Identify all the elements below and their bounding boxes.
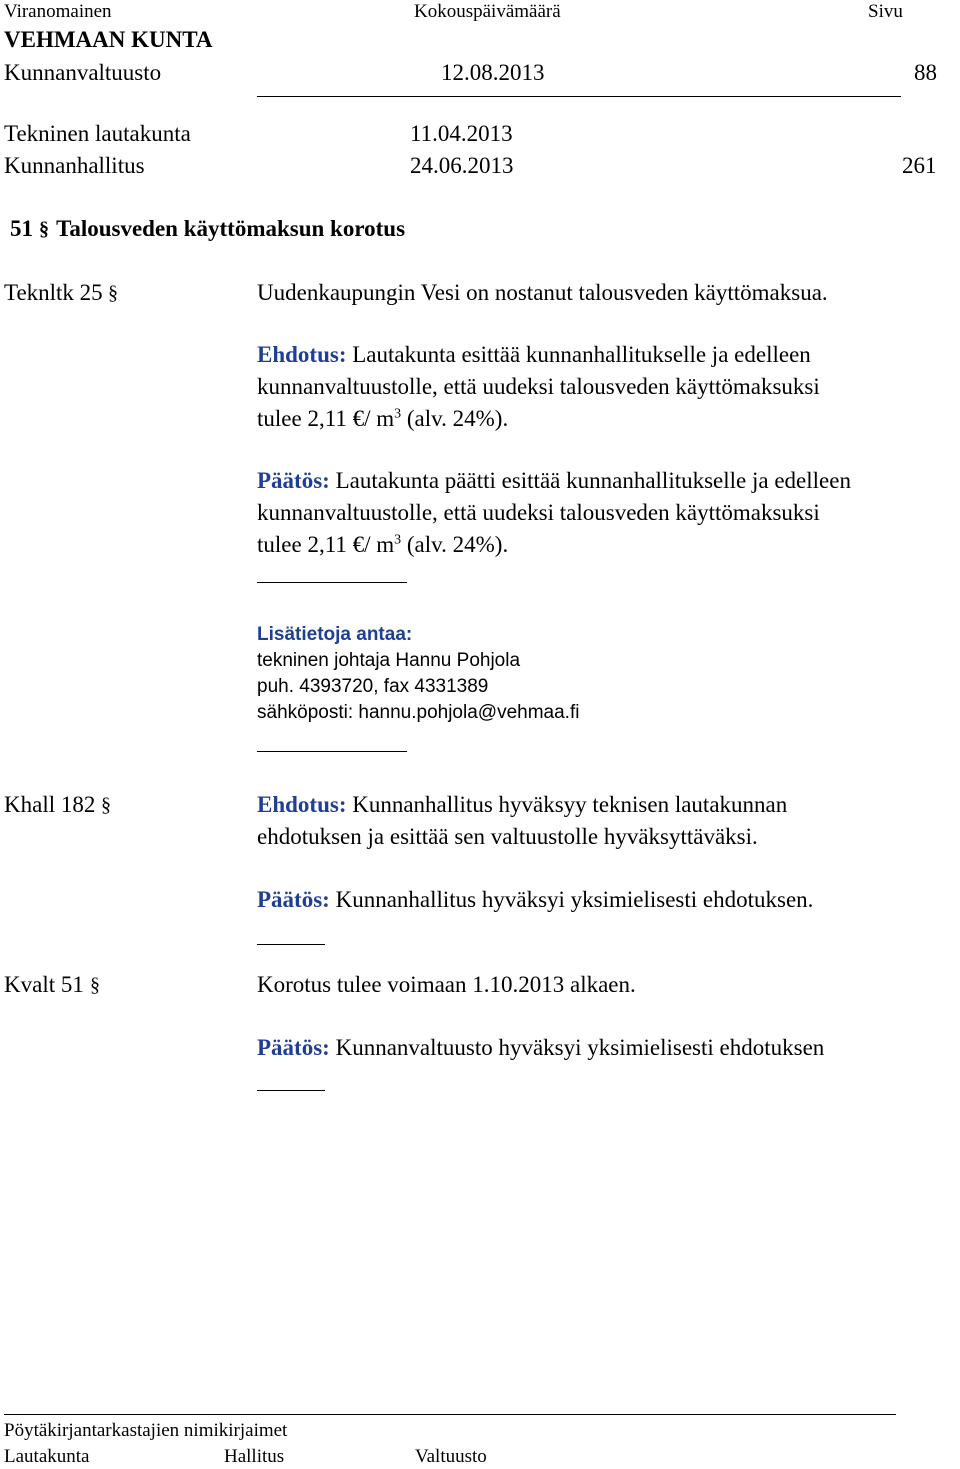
header-col3-label: Sivu (868, 1, 903, 22)
section-sign-icon (108, 280, 120, 305)
header-page-1: 88 (914, 60, 937, 85)
item-number: 51 (10, 216, 33, 241)
footer-col-valtuusto: Valtuusto (415, 1446, 487, 1467)
header-date-2: 11.04.2013 (410, 121, 513, 146)
decision-label: Päätös: (257, 468, 330, 493)
header-body-2: Tekninen lautakunta (4, 121, 191, 146)
header-date-3: 24.06.2013 (410, 153, 514, 178)
proposal-label: Ehdotus: (257, 792, 347, 817)
header-body-1: Kunnanvaltuusto (4, 60, 162, 85)
khall-proposal-line1: Ehdotus: Kunnanhallitus hyväksyy teknisen lautakunnan (257, 792, 788, 817)
header-col1-label: Viranomainen (4, 1, 112, 22)
tekn-proposal-line2: kunnanvaltuustolle, että uudeksi talousveden käyttömaksuksi (257, 374, 820, 399)
info-label: Lisätietoja antaa: (257, 624, 413, 645)
tekn-proposal-line3: tulee 2,11 €/ $m^3$ (alv. 24%). (257, 406, 509, 431)
tekn-proposal-line1: Ehdotus: Lautakunta esittää kunnanhallitukselle ja edelleen (257, 342, 811, 367)
footer-col-hallitus: Hallitus (224, 1446, 285, 1467)
info-phone: puh. 4393720, fax 4331389 (257, 676, 489, 697)
org-name: VEHMAAN KUNTA (4, 27, 213, 52)
khall-proposal-line2: ehdotuksen ja esittää sen valtuustolle hyväksyttäväksi. (257, 824, 758, 849)
decision-label: Päätös: (257, 1035, 330, 1060)
kvalt-note: Korotus tulee voimaan 1.10.2013 alkaen. (257, 972, 636, 997)
footer-rule (4, 1414, 896, 1415)
header-date-1: 12.08.2013 (441, 60, 545, 85)
decision-label: Päätös: (257, 887, 330, 912)
section-sign-icon (39, 216, 56, 241)
header-body-3: Kunnanhallitus (4, 153, 145, 178)
signatures-label: Pöytäkirjantarkastajien nimikirjaimet (4, 1420, 288, 1441)
item-heading (10, 213, 405, 245)
divider-2 (257, 751, 407, 752)
svg-text:§: § (101, 794, 112, 815)
tekn-decision-line1: Päätös: Lautakunta päätti esittää kunnanhallitukselle ja edelleen (257, 468, 851, 493)
tekn-decision-line3: tulee 2,11 €/ $m^3$ (alv. 24%). (257, 532, 509, 557)
kvalt-ref-label: Kvalt 51 (4, 972, 84, 997)
svg-text:§: § (38, 218, 49, 239)
svg-text:§: § (89, 974, 100, 995)
khall-decision: Päätös: Kunnanhallitus hyväksyi yksimielisesti ehdotuksen. (257, 887, 814, 912)
kvalt-decision: Päätös: Kunnanvaltuusto hyväksyi yksimielisesti ehdotuksen (257, 1035, 825, 1060)
proposal-label: Ehdotus: (257, 342, 347, 367)
header-col2-label: Kokouspäivämäärä (414, 1, 561, 22)
item-title: Talousveden käyttömaksun korotus (56, 216, 406, 241)
divider-1 (257, 582, 407, 583)
kvalt-ref (4, 969, 102, 1001)
tekn-ref (4, 277, 120, 309)
khall-ref (4, 789, 113, 821)
tekn-decision-line2: kunnanvaltuustolle, että uudeksi talousveden käyttömaksuksi (257, 500, 820, 525)
info-email: sähköposti: hannu.pohjola@vehmaa.fi (257, 702, 580, 723)
divider-4 (257, 1090, 325, 1091)
header-rule (257, 96, 901, 97)
header-page-3: 261 (902, 153, 937, 178)
tekn-ref-label: Teknltk 25 (4, 280, 103, 305)
footer-col-lautakunta: Lautakunta (4, 1446, 90, 1467)
khall-ref-label: Khall 182 (4, 792, 96, 817)
divider-3 (257, 944, 325, 945)
svg-text:§: § (108, 282, 119, 303)
section-sign-icon (101, 792, 113, 817)
tekn-intro: Uudenkaupungin Vesi on nostanut talousveden käyttömaksua. (257, 280, 828, 305)
info-name: tekninen johtaja Hannu Pohjola (257, 650, 521, 671)
section-sign-icon (90, 972, 102, 997)
